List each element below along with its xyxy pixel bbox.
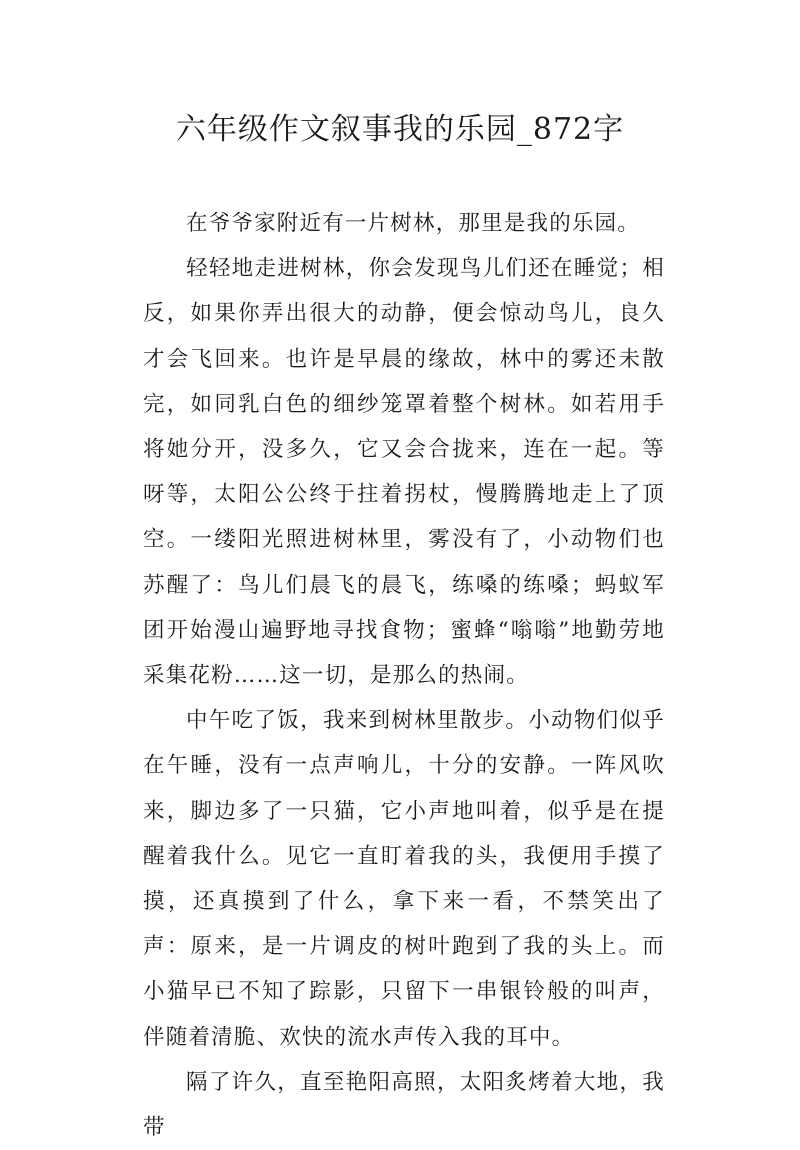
- paragraph-3: 中午吃了饭，我来到树林里散步。小动物们似乎在午睡，没有一点声响儿，十分的安静。一阵风吹来，脚边多了一只猫，它小声地叫着，似乎是在提醒着我什么。见它一直盯着我的头，我便用手摸了摸，还真摸到了什么，拿下来一看，不禁笑出了声：原来，是一片调皮的树叶跑到了我的头上。而小猫早已不知了踪影，只留下一串银铃般的叫声，伴随着清脆、欢快的流水声传入我的耳中。: [143, 708, 665, 1050]
- document-body: [143, 201, 665, 1150]
- paragraph-1: 在爷爷家附近有一片树林，那里是我的乐园。: [186, 211, 641, 236]
- document-title: 六年级作文叙事我的乐园_872字: [175, 112, 625, 147]
- paragraph-2: 轻轻地走进树林，你会发现鸟儿们还在睡觉；相反，如果你弄出很大的动静，便会惊动鸟儿，良久才会飞回来。也许是早晨的缘故，林中的雾还未散完，如同乳白色的细纱笼罩着整个树林。如若用手将她分开，没多久，它又会合拢来，连在一起。等呀等，太阳公公终于拄着拐杖，慢腾腾地走上了顶空。一缕阳光照进树林里，雾没有了，小动物们也苏醒了：鸟儿们晨飞的晨飞，练嗓的练嗓；蚂蚁军团开始漫山遍野地寻找食物；蜜蜂“嗡嗡”地勤劳地采集花粉……这一切，是那么的热闹。: [143, 256, 665, 689]
- paragraph-4: 隔了许久，直至艳阳高照，太阳炙烤着大地，我带: [143, 1069, 665, 1141]
